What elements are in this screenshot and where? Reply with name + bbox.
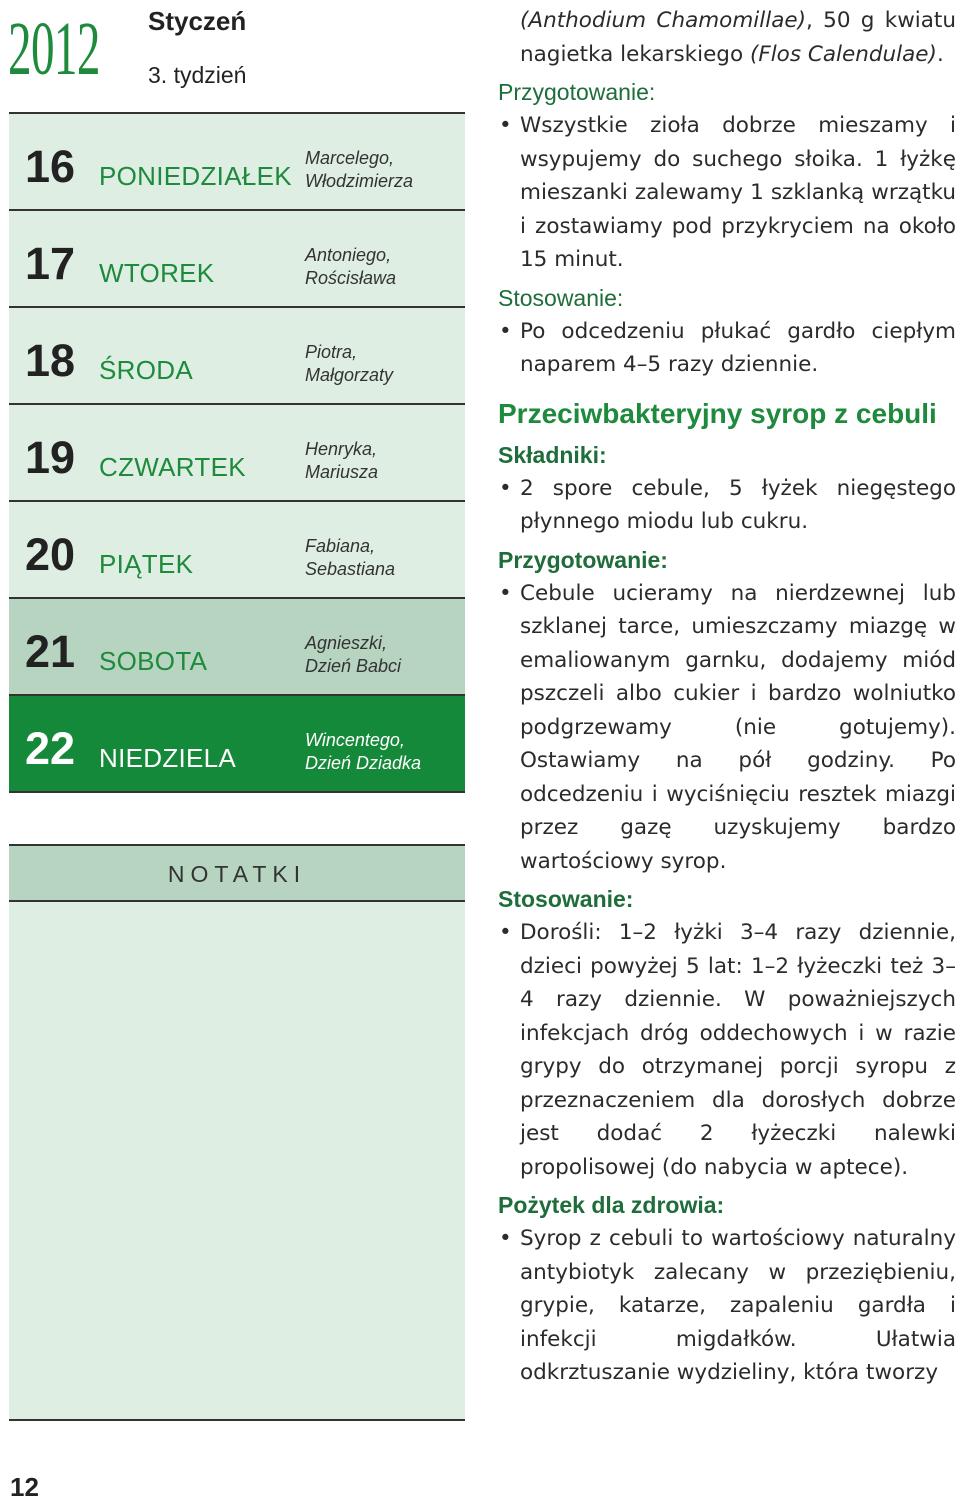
name-day-line: Rościsława (305, 268, 397, 288)
day-name: WTOREK (99, 258, 215, 288)
day-row-saturday (9, 599, 465, 696)
week-days-list (9, 112, 465, 793)
section-heading: Składniki: (498, 441, 607, 468)
week-label: 3. tydzień (148, 62, 247, 88)
name-day-line: Dzień Dziadka (305, 753, 422, 773)
page-number: 12 (10, 1472, 39, 1502)
bullet-text: • 2 spore cebule, 5 łyżek niegęstego płynnego miodu lub cukru. (498, 472, 956, 539)
day-row-friday (9, 502, 465, 599)
intro-text: . (936, 41, 944, 67)
day-row-wednesday (9, 308, 465, 405)
day-number: 20 (25, 529, 76, 580)
day-number: 16 (25, 141, 76, 192)
section-heading: Pożytek dla zdrowia: (498, 1192, 725, 1218)
day-name: PIĄTEK (99, 549, 194, 579)
name-day-line: Henryka, (305, 439, 378, 459)
name-day-line: Mariusza (305, 462, 379, 482)
name-day (305, 729, 421, 775)
name-day-line: Marcelego, (305, 148, 395, 168)
day-row-monday (9, 114, 465, 211)
recipe-title: Przeciwbakteryjny syrop z cebuli (498, 397, 937, 429)
bullet-text: • Po odcedzeniu płukać gardło ciepłym naparem 4–5 razy dziennie. (498, 315, 956, 382)
name-day-line: Dzień Babci (305, 656, 402, 676)
name-day-line: Piotra, (305, 342, 358, 362)
latin-name: (Flos Calendulae) (749, 41, 937, 67)
day-row-sunday (9, 696, 465, 793)
day-row-thursday (9, 405, 465, 502)
bullet-text: • Cebule ucieramy na nierdzewnej lub szklanej tarce, umieszczamy miazgę w emaliowanym garnku, dodajemy miód pszczeli albo cukier i bardzo wolniutko podgrzewamy (nie gotujemy). Ostawiamy na pół godziny. Po odcedzeniu i wyciśnięciu resztek miazgi przez gazę uzyskujemy bardzo wartościowy syrop. (498, 577, 956, 879)
name-day (305, 632, 401, 678)
day-name: CZWARTEK (99, 452, 246, 482)
section-heading: Przygotowanie: (498, 79, 656, 105)
name-day-line: Agnieszki, (305, 633, 388, 653)
name-day-line: Włodzimierza (305, 171, 414, 191)
latin-name: (Anthodium Chamomillae) (520, 8, 806, 33)
day-number: 22 (25, 723, 76, 774)
name-day-line: Małgorzaty (305, 365, 394, 385)
name-day (305, 438, 378, 484)
day-number: 19 (25, 432, 76, 483)
month-title: Styczeń (148, 6, 247, 36)
name-day-line: Fabiana, (305, 536, 376, 556)
bullet-text: • Dorośli: 1–2 łyżki 3–4 razy dziennie, dzieci powyżej 5 lat: 1–2 łyżeczki też 3–4 razy dziennie. W poważniejszych infekcjach dróg oddechowych i w razie grypy do otrzymanej porcji syropu z przeznaczeniem dla dorosłych dobrze jest dodać 2 łyżeczki nalewki propolisowej (do nabycia w aptece). (498, 916, 956, 1184)
section-heading: Stosowanie: (498, 886, 634, 912)
day-number: 17 (25, 238, 76, 289)
notes-area[interactable] (9, 902, 465, 1421)
intro-paragraph (498, 4, 956, 71)
day-number: 18 (25, 335, 76, 386)
day-row-tuesday (9, 211, 465, 308)
bullet-text: • Syrop z cebuli to wartościowy naturalny antybiotyk zalecany w przeziębieniu, grypie, katarze, zapaleniu gardła i infekcji migdałków. Ułatwia odkrztuszanie wydzieliny, która tworzy (498, 1222, 956, 1390)
year: 2012 (8, 7, 100, 91)
section-heading: Przygotowanie: (498, 546, 668, 573)
notes-header: NOTATKI (9, 844, 465, 902)
name-day (305, 341, 393, 387)
name-day-line: Wincentego, (305, 730, 405, 750)
day-name: PONIEDZIAŁEK (99, 161, 292, 191)
bullet-text: • Wszystkie zioła dobrze mieszamy i wsypujemy do suchego słoika. 1 łyżkę mieszanki zalewamy 1 szklanką wrzątku i zostawiamy pod przykryciem na około 15 minut. (498, 109, 956, 277)
intro-text: , 50 g kwiatu nagietka lekarskiego (520, 8, 956, 67)
name-day (305, 535, 395, 581)
day-number: 21 (25, 626, 76, 677)
name-day-line: Sebastiana (305, 559, 396, 579)
day-name: ŚRODA (99, 355, 193, 385)
article (498, 4, 956, 1390)
name-day (305, 147, 413, 193)
name-day-line: Antoniego, (305, 245, 392, 265)
section-heading: Stosowanie: (498, 284, 624, 311)
day-name: SOBOTA (99, 646, 208, 676)
day-name: NIEDZIELA (99, 743, 237, 773)
name-day (305, 244, 396, 290)
